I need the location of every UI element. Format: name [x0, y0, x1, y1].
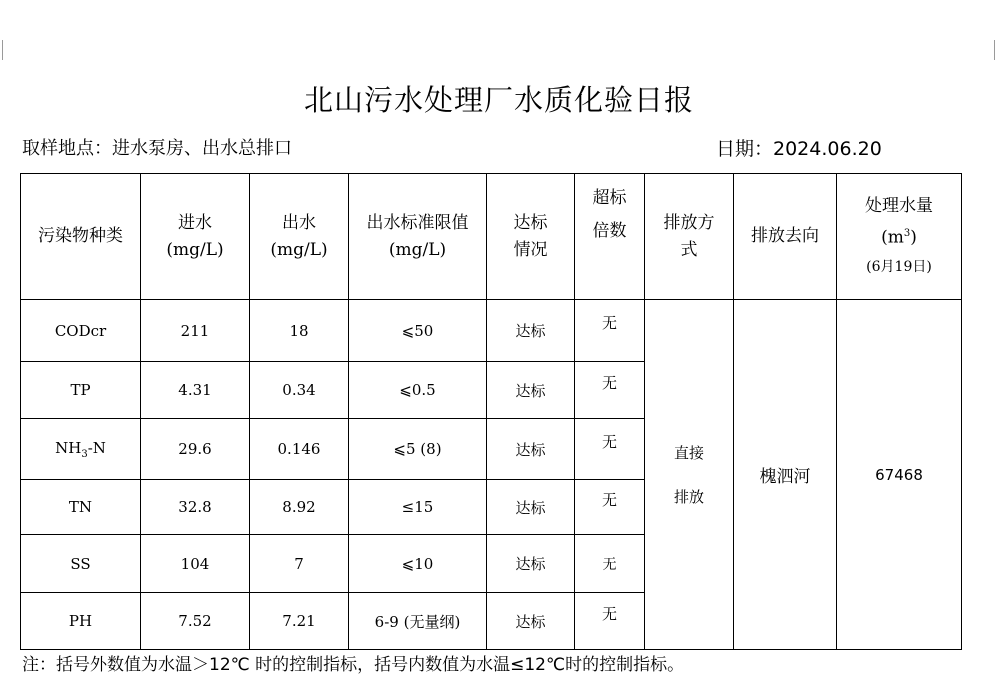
limit-value: ≤15 — [349, 480, 487, 535]
compliance-status: 达标 — [487, 362, 575, 419]
limit-value: ⩽10 — [349, 535, 487, 593]
outflow-value: 0.34 — [250, 362, 349, 419]
compliance-status: 达标 — [487, 419, 575, 480]
outflow-value: 18 — [250, 300, 349, 362]
exceed-ratio: 无 — [575, 419, 645, 480]
inflow-value: 211 — [141, 300, 250, 362]
header-inflow: 进水 (mg/L) — [141, 174, 250, 300]
header-compliance: 达标 情况 — [487, 174, 575, 300]
inflow-value: 104 — [141, 535, 250, 593]
inflow-value: 4.31 — [141, 362, 250, 419]
compliance-status: 达标 — [487, 480, 575, 535]
outflow-value: 7.21 — [250, 593, 349, 650]
water-quality-table — [20, 173, 962, 650]
exceed-ratio: 无 — [575, 480, 645, 535]
inflow-value: 32.8 — [141, 480, 250, 535]
exceed-ratio: 无 — [575, 535, 645, 593]
exceed-ratio: 无 — [575, 362, 645, 419]
outflow-value: 8.92 — [250, 480, 349, 535]
header-outflow: 出水 (mg/L) — [250, 174, 349, 300]
limit-value: ⩽5 (8) — [349, 419, 487, 480]
outflow-value: 0.146 — [250, 419, 349, 480]
report-date: 日期：2024.06.20 — [716, 138, 882, 160]
pollutant-name: TN — [21, 480, 141, 535]
compliance-status: 达标 — [487, 593, 575, 650]
inflow-value: 29.6 — [141, 419, 250, 480]
limit-value: ⩽50 — [349, 300, 487, 362]
compliance-status: 达标 — [487, 300, 575, 362]
pollutant-name: SS — [21, 535, 141, 593]
discharge-method: 直接 排放 — [645, 300, 734, 650]
compliance-status: 达标 — [487, 535, 575, 593]
exceed-ratio: 无 — [575, 593, 645, 650]
footnote: 注：括号外数值为水温＞12℃ 时的控制指标，括号内数值为水温≤12℃时的控制指标。 — [22, 655, 685, 675]
header-exceed: 超标 倍数 — [575, 174, 645, 300]
treated-volume: 67468 — [837, 300, 962, 650]
table-header-row — [21, 174, 962, 300]
pollutant-name: PH — [21, 593, 141, 650]
sampling-location: 取样地点：进水泵房、出水总排口 — [22, 138, 292, 159]
table-row — [21, 300, 962, 362]
exceed-ratio: 无 — [575, 300, 645, 362]
header-method: 排放方 式 — [645, 174, 734, 300]
outflow-value: 7 — [250, 535, 349, 593]
page-corner-mark-right — [994, 40, 995, 60]
limit-value: 6-9 (无量纲) — [349, 593, 487, 650]
pollutant-name: CODcr — [21, 300, 141, 362]
inflow-value: 7.52 — [141, 593, 250, 650]
pollutant-name: TP — [21, 362, 141, 419]
header-destination: 排放去向 — [734, 174, 837, 300]
page-corner-mark-left — [2, 40, 3, 60]
pollutant-name: $NH_3-N$ — [21, 419, 141, 480]
header-volume: 处理水量 $(m^3)$ (6月19日) — [837, 174, 962, 300]
header-limit: 出水标准限值 (mg/L) — [349, 174, 487, 300]
limit-value: ⩽0.5 — [349, 362, 487, 419]
discharge-destination: 槐泗河 — [734, 300, 837, 650]
header-pollutant: 污染物种类 — [21, 174, 141, 300]
report-title: 北山污水处理厂水质化验日报 — [303, 83, 694, 117]
